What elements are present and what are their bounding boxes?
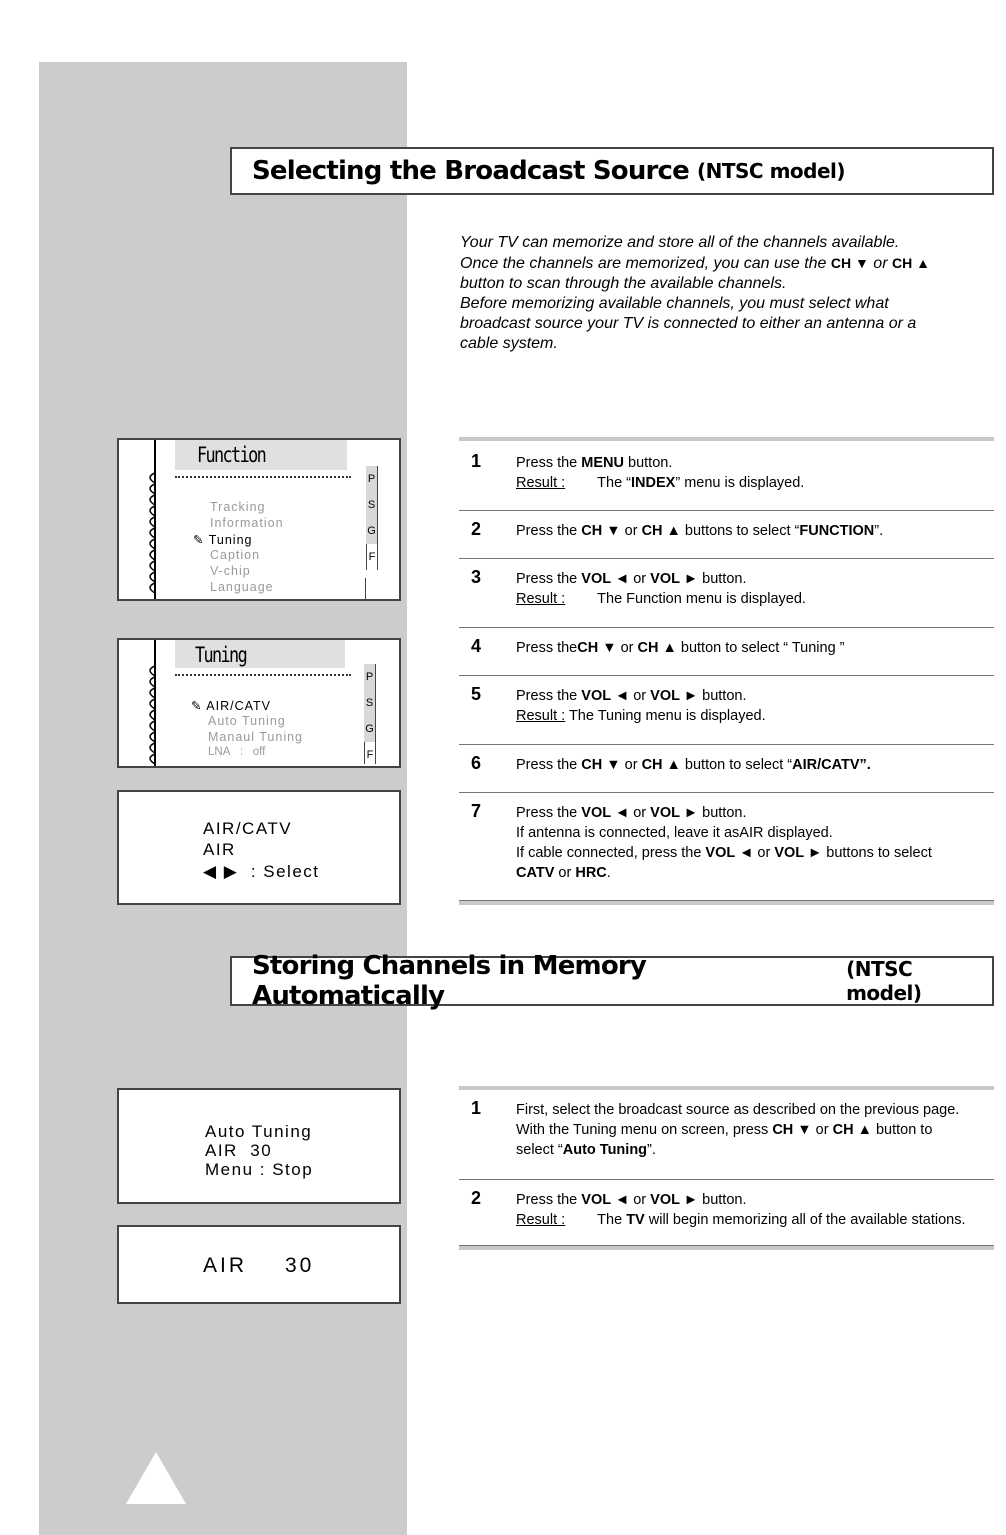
steps-list-auto-tuning (459, 1086, 994, 1250)
section-title-text: Storing Channels in Memory Automatically (252, 951, 647, 1011)
section-title-model: (NTSC model) (846, 957, 922, 1005)
pencil-icon: ✎ (193, 533, 209, 547)
page-corner-triangle-icon (126, 1452, 186, 1504)
step-item: 2 Press the CH ▼ or CH ▲ buttons to select “FUNCTION”. (459, 511, 994, 559)
step-item: 2 Press the VOL ◄ or VOL ► button. Result : The TV will begin memorizing all of the available stations. (459, 1180, 994, 1246)
tab-g[interactable]: G (366, 518, 378, 544)
tab-f[interactable]: F (366, 544, 378, 570)
menu-item-information[interactable]: Information (210, 516, 284, 530)
step-item: 1 Press the MENU button. Result : The “INDEX” menu is displayed. (459, 441, 994, 511)
tuning-menu-title: Tuning (195, 643, 247, 667)
step-item: 6 Press the CH ▼ or CH ▲ button to select “AIR/CATV”. (459, 745, 994, 793)
tab-s[interactable]: S (366, 492, 378, 518)
osd-value-air: AIR (203, 840, 236, 859)
auto-tuning-osd (117, 1088, 401, 1204)
step-item: 4 Press theCH ▼ or CH ▲ button to select “ Tuning ” (459, 628, 994, 676)
pencil-icon: ✎ (191, 699, 207, 713)
menu-item-vchip[interactable]: V-chip (210, 564, 251, 578)
osd-label-air-catv: AIR/CATV (203, 819, 293, 838)
function-menu-screen (117, 438, 401, 601)
tuning-menu-screen (117, 638, 401, 768)
menu-item-auto-tuning[interactable]: Auto Tuning (208, 714, 286, 728)
step-item: 7 Press the VOL ◄ or VOL ► button. If antenna is connected, leave it asAIR displayed. If cable connected, press the VOL ◄ or VOL ► buttons to select CATV or HRC. (459, 793, 994, 901)
section-title-broadcast-source (230, 147, 994, 195)
section-title-model: (NTSC model) (697, 159, 846, 183)
air-30-osd (117, 1225, 401, 1304)
air-catv-osd (117, 790, 401, 905)
menu-tabs (364, 664, 376, 764)
function-menu-title: Function (197, 443, 266, 467)
section-title-storing-channels (230, 951, 994, 1011)
menu-item-lna[interactable]: LNA : off (208, 746, 266, 758)
step-item: 1 First, select the broadcast source as described on the previous page. With the Tuning menu on screen, press CH ▼ or CH ▲ button to select “Auto Tuning”. (459, 1090, 994, 1180)
osd-channel-number: 30 (285, 1254, 315, 1277)
section-title-text: Selecting the Broadcast Source (252, 156, 689, 186)
osd-select-hint: ◀ ▶ : Select (203, 862, 320, 881)
tab-g[interactable]: G (364, 716, 376, 742)
menu-tabs (366, 466, 378, 570)
tab-f[interactable]: F (364, 742, 376, 764)
tab-s[interactable]: S (364, 690, 376, 716)
tab-p[interactable]: P (364, 664, 376, 690)
menu-item-language[interactable]: Language (210, 580, 274, 594)
step-item: 5 Press the VOL ◄ or VOL ► button. Result : The Tuning menu is displayed. (459, 676, 994, 745)
osd-air-label: AIR (203, 1254, 248, 1277)
menu-item-tuning[interactable]: ✎ Tuning (193, 533, 253, 547)
menu-item-tracking[interactable]: Tracking (210, 500, 266, 514)
tab-p[interactable]: P (366, 466, 378, 492)
steps-list-broadcast (459, 437, 994, 905)
intro-paragraph: Your TV can memorize and store all of the channels available. Once the channels are memorized, you can use the CH ▼ or CH ▲ button to scan through the available channels. Before memorizing available channels, you must select what broadcast source your TV is connected to either an antenna or a cable system. (460, 234, 930, 352)
osd-menu-stop: Menu : Stop (205, 1160, 314, 1179)
menu-item-air-catv[interactable]: ✎ AIR/CATV (191, 699, 271, 713)
menu-item-manual-tuning[interactable]: Manaul Tuning (208, 730, 304, 744)
menu-item-caption[interactable]: Caption (210, 548, 261, 562)
osd-air-channel: AIR 30 (205, 1141, 273, 1160)
osd-auto-tuning-label: Auto Tuning (205, 1122, 313, 1141)
step-item: 3 Press the VOL ◄ or VOL ► button. Result : The Function menu is displayed. (459, 559, 994, 628)
